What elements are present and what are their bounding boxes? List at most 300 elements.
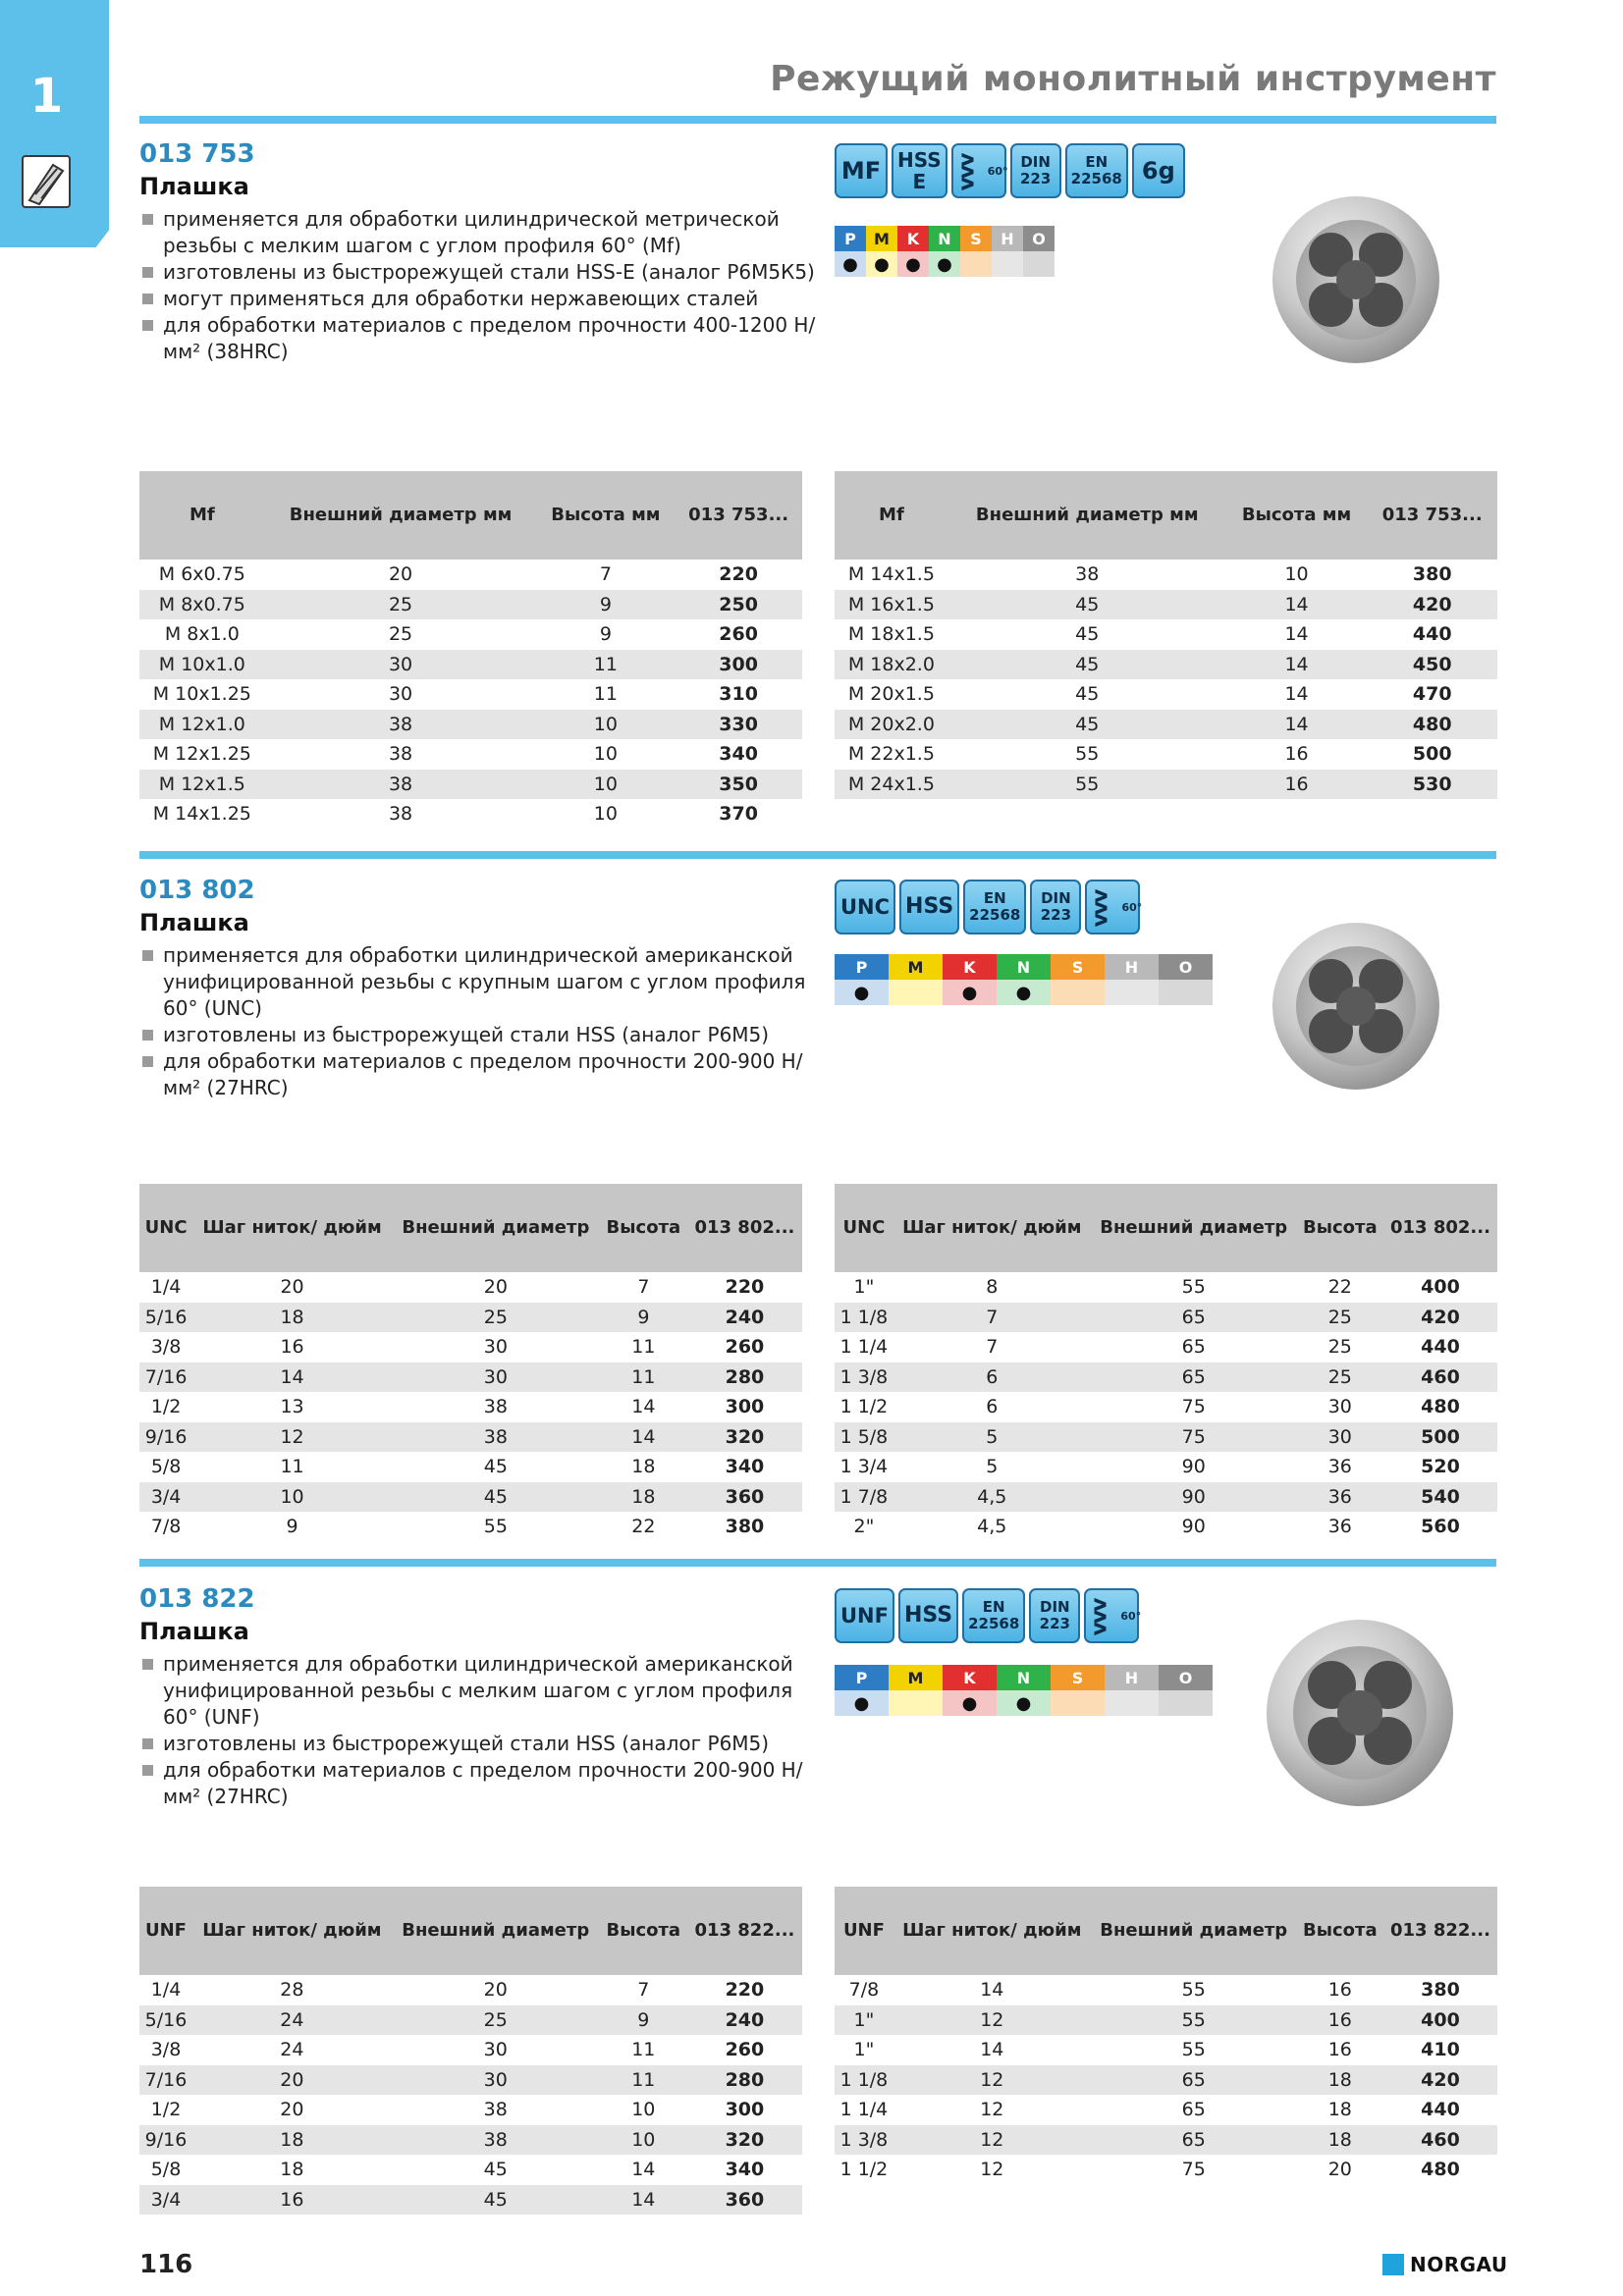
- table-cell: 9/16: [139, 1422, 192, 1453]
- table-cell: 1 7/8: [835, 1482, 893, 1513]
- order-code-cell: 410: [1421, 2039, 1460, 2061]
- table-row: [139, 1272, 802, 1303]
- table-cell: 7/8: [848, 1979, 880, 2002]
- table-cell: 9: [600, 2005, 687, 2036]
- table-cell: 14: [1284, 623, 1309, 646]
- column-header: Mf: [835, 471, 948, 560]
- brand-logo: [1382, 2253, 1508, 2276]
- die-product-image: [1267, 1620, 1453, 1806]
- table-cell: 7: [637, 1979, 650, 2002]
- table-cell: 45: [948, 590, 1226, 620]
- table-cell: 11: [600, 2065, 687, 2096]
- table-cell: 30: [1297, 1422, 1383, 1453]
- table-cell: 9: [286, 1516, 298, 1538]
- table-cell: 45: [392, 1482, 600, 1513]
- table-cell: 38: [483, 2099, 508, 2121]
- table-cell: 5: [893, 1422, 1091, 1453]
- order-code-cell: 500: [1383, 1422, 1497, 1453]
- material-s: S: [1051, 1665, 1105, 1690]
- table-cell: 30: [392, 1362, 600, 1393]
- column-header: 013 822...: [1383, 1887, 1497, 1975]
- order-code-cell: 320: [687, 2125, 802, 2156]
- table-cell: 28: [280, 1979, 304, 2002]
- material-suitability-dot: [960, 251, 992, 277]
- section-separator: [139, 851, 1496, 859]
- table-cell: 16: [280, 1336, 304, 1359]
- column-header: Внешний диаметр: [1091, 1184, 1297, 1272]
- table-cell: 1 1/4: [839, 2099, 889, 2121]
- feature-item: применяется для обработки цилиндрической американской унифицированной резьбы с крупным шагом с углом профиля 60° (UNC): [139, 942, 827, 1022]
- table-cell: 25: [1327, 1336, 1352, 1359]
- table-row: [139, 1392, 802, 1422]
- table-cell: M 20x2.0: [835, 710, 948, 740]
- material-h: H: [1105, 954, 1159, 980]
- size-table: [139, 1887, 802, 2215]
- table-header-row: [139, 471, 802, 560]
- table-cell: 45: [1075, 623, 1100, 646]
- table-cell: 55: [948, 770, 1226, 800]
- table-cell: 12: [893, 2125, 1091, 2156]
- material-suitability-dot: [1105, 980, 1159, 1005]
- table-cell: 11: [631, 1336, 656, 1359]
- column-header: Шаг ниток/ дюйм: [893, 1184, 1091, 1272]
- table-cell: 3/8: [150, 2039, 182, 2061]
- table-cell: 12: [980, 2099, 1004, 2121]
- table-row: [139, 1303, 802, 1333]
- table-cell: 1 3/8: [835, 1362, 893, 1393]
- feature-item: изготовлены из быстрорежущей стали HSS-E (аналог Р6М5К5): [139, 259, 827, 286]
- hss-badge: HSS: [899, 880, 959, 934]
- table-row: [835, 2095, 1497, 2125]
- table-cell: 6: [986, 1396, 999, 1418]
- order-code-cell: 250: [675, 590, 802, 620]
- table-cell: M 24x1.5: [835, 770, 948, 800]
- table-cell: 38: [265, 770, 537, 800]
- table-cell: 11: [536, 650, 675, 680]
- feature-item: изготовлены из быстрорежущей стали HSS (аналог Р6М5): [139, 1022, 827, 1048]
- table-cell: 65: [1091, 2065, 1297, 2096]
- table-cell: 13: [280, 1396, 304, 1418]
- column-header: 013 802...: [687, 1184, 802, 1272]
- material-n: N: [929, 226, 960, 251]
- table-cell: 11: [600, 1362, 687, 1393]
- table-cell: 20: [192, 2065, 392, 2096]
- table-cell: 24: [192, 2005, 392, 2036]
- column-header: Внешний диаметр: [392, 1184, 600, 1272]
- table-cell: 10: [1284, 563, 1309, 586]
- table-cell: M 18x2.0: [835, 650, 948, 680]
- table-row: [835, 739, 1497, 770]
- table-cell: 25: [392, 2005, 600, 2036]
- column-header: Внешний диаметр: [392, 1887, 600, 1975]
- table-header-row: [835, 471, 1497, 560]
- table-row: [139, 2035, 802, 2065]
- table-row: [835, 2035, 1497, 2065]
- table-cell: 90: [1181, 1516, 1206, 1538]
- table-cell: 14: [1226, 710, 1368, 740]
- column-header: 013 822...: [687, 1887, 802, 1975]
- table-row: [835, 2125, 1497, 2156]
- table-cell: 18: [1297, 2125, 1383, 2156]
- spec-badges: [835, 143, 1185, 198]
- table-cell: 14: [1284, 683, 1309, 706]
- table-cell: 5/16: [139, 2005, 192, 2036]
- column-header: Высота: [1297, 1887, 1383, 1975]
- table-cell: 45: [483, 1456, 508, 1478]
- table-cell: 2": [853, 1516, 875, 1538]
- table-cell: 45: [948, 650, 1226, 680]
- table-cell: 38: [392, 2125, 600, 2156]
- column-header: Внешний диаметр мм: [265, 471, 537, 560]
- article-number: 013 753: [139, 139, 255, 169]
- hss-badge: HSS: [898, 1588, 958, 1643]
- table-cell: 14: [1226, 650, 1368, 680]
- table-row: [139, 560, 802, 590]
- table-cell: M 8x0.75: [139, 590, 265, 620]
- order-code-cell: 560: [1421, 1516, 1460, 1538]
- table-row: [139, 799, 802, 829]
- material-m: M: [889, 954, 943, 980]
- material-o: O: [1159, 954, 1213, 980]
- table-cell: 25: [388, 623, 413, 646]
- table-cell: 4,5: [893, 1482, 1091, 1513]
- table-cell: 14: [1226, 590, 1368, 620]
- order-code-cell: 260: [725, 1336, 765, 1359]
- hss-e-badge: HSS E: [892, 143, 947, 198]
- table-row: [139, 2155, 802, 2185]
- order-code-cell: 300: [675, 650, 802, 680]
- table-row: [835, 1512, 1497, 1542]
- table-row: [139, 710, 802, 740]
- order-code-cell: 440: [1412, 623, 1452, 646]
- table-cell: M 6x0.75: [158, 563, 245, 586]
- table-cell: 11: [593, 683, 618, 706]
- table-cell: 24: [280, 2039, 304, 2061]
- table-cell: 12: [192, 1422, 392, 1453]
- order-code-cell: 470: [1412, 683, 1452, 706]
- order-code-cell: 360: [687, 1482, 802, 1513]
- column-header: Mf: [139, 471, 265, 560]
- column-header: UNF: [835, 1887, 893, 1975]
- table-row: [835, 650, 1497, 680]
- table-row: [139, 739, 802, 770]
- table-row: [139, 679, 802, 710]
- en-badge: EN 22568: [963, 880, 1026, 934]
- material-suitability-dot: ●: [835, 251, 866, 277]
- size-table: [139, 471, 802, 829]
- table-cell: 7: [637, 1276, 650, 1299]
- feature-list: [139, 206, 827, 365]
- order-code-cell: 450: [1367, 650, 1497, 680]
- table-cell: 1 3/8: [835, 2125, 893, 2156]
- material-m: M: [866, 226, 897, 251]
- table-cell: 1": [853, 1276, 875, 1299]
- table-cell: 45: [483, 2159, 508, 2181]
- table-cell: M 10x1.25: [152, 683, 251, 706]
- logo-square-icon: [1382, 2254, 1404, 2275]
- order-code-cell: 360: [687, 2185, 802, 2216]
- table-row: [139, 2005, 802, 2036]
- table-header-row: [139, 1184, 802, 1272]
- table-cell: 55: [1181, 2039, 1206, 2061]
- order-code-cell: 300: [725, 2099, 765, 2121]
- material-suitability-dot: ●: [866, 251, 897, 277]
- thread-profile-icon: ʌʌʌ 60°: [1084, 1588, 1139, 1643]
- tolerance-badge: 6g: [1132, 143, 1185, 198]
- table-cell: 30: [483, 2039, 508, 2061]
- feature-list: [139, 1651, 827, 1810]
- table-cell: 1/2: [150, 2099, 182, 2121]
- table-cell: 38: [388, 803, 413, 826]
- din-badge: DIN 223: [1029, 1588, 1080, 1643]
- table-cell: 5/16: [139, 1303, 192, 1333]
- column-header: Шаг ниток/ дюйм: [192, 1184, 392, 1272]
- table-cell: 20: [388, 563, 413, 586]
- table-cell: 25: [1297, 1362, 1383, 1393]
- table-cell: 9: [599, 623, 612, 646]
- table-row: [835, 679, 1497, 710]
- table-cell: M 12x1.25: [152, 743, 251, 766]
- order-code-cell: 300: [725, 1396, 765, 1418]
- table-cell: 5: [986, 1456, 999, 1478]
- unf-badge: UNF: [835, 1588, 894, 1643]
- order-code-cell: 440: [1421, 2099, 1460, 2121]
- spec-badges: [835, 880, 1143, 934]
- table-row: [139, 1362, 802, 1393]
- order-code-cell: 480: [1367, 710, 1497, 740]
- table-cell: 12: [980, 2159, 1004, 2181]
- table-cell: 90: [1091, 1482, 1297, 1513]
- table-cell: 75: [1181, 2159, 1206, 2181]
- table-row: [139, 2095, 802, 2125]
- order-code-cell: 220: [725, 1276, 765, 1299]
- article-number: 013 802: [139, 876, 255, 905]
- table-row: [139, 1332, 802, 1362]
- order-code-cell: 420: [1367, 590, 1497, 620]
- din-badge: DIN 223: [1010, 143, 1061, 198]
- table-cell: 10: [192, 1482, 392, 1513]
- order-code-cell: 500: [1412, 743, 1452, 766]
- material-suitability-dot: ●: [943, 1690, 997, 1716]
- table-row: [139, 1422, 802, 1453]
- order-code-cell: 320: [687, 1422, 802, 1453]
- order-code-cell: 260: [725, 2039, 765, 2061]
- table-cell: 16: [1327, 2039, 1352, 2061]
- table-cell: 14: [980, 1979, 1004, 2002]
- material-table: [835, 226, 1055, 277]
- table-cell: 14: [600, 1422, 687, 1453]
- table-row: [835, 560, 1497, 590]
- table-cell: 75: [1181, 1396, 1206, 1418]
- table-cell: 30: [388, 683, 413, 706]
- column-header: 013 753...: [675, 471, 802, 560]
- size-table: [835, 471, 1497, 799]
- table-row: [139, 1975, 802, 2005]
- table-cell: 18: [192, 2125, 392, 2156]
- section-separator: [139, 1559, 1496, 1567]
- table-cell: 90: [1181, 1456, 1206, 1478]
- order-code-cell: 260: [719, 623, 758, 646]
- material-suitability-dot: ●: [835, 980, 889, 1005]
- order-code-cell: 340: [725, 1456, 765, 1478]
- table-cell: M 12x1.5: [139, 770, 265, 800]
- table-cell: M 22x1.5: [847, 743, 935, 766]
- size-table: [139, 1184, 802, 1542]
- table-cell: 16: [1226, 770, 1368, 800]
- product-section: [0, 1584, 1623, 1879]
- table-cell: 20: [483, 1276, 508, 1299]
- table-cell: 16: [1297, 2005, 1383, 2036]
- table-cell: 20: [483, 1979, 508, 2002]
- feature-item: изготовлены из быстрорежущей стали HSS (аналог Р6М5): [139, 1731, 827, 1757]
- column-header: Шаг ниток/ дюйм: [893, 1887, 1091, 1975]
- table-cell: 3/8: [150, 1336, 182, 1359]
- material-table: [835, 954, 1213, 1005]
- table-cell: 7: [599, 563, 612, 586]
- table-cell: 7: [986, 1336, 999, 1359]
- table-cell: 65: [1091, 2125, 1297, 2156]
- material-suitability-dot: [1023, 251, 1055, 277]
- page-number: 116: [139, 2250, 193, 2279]
- table-cell: 55: [1181, 1276, 1206, 1299]
- table-cell: 25: [1297, 1303, 1383, 1333]
- table-cell: 10: [600, 2125, 687, 2156]
- table-cell: 11: [280, 1456, 304, 1478]
- table-cell: 55: [1091, 2005, 1297, 2036]
- table-cell: 30: [392, 2065, 600, 2096]
- table-cell: M 14x1.5: [847, 563, 935, 586]
- column-header: Высота: [600, 1184, 687, 1272]
- table-row: [835, 1422, 1497, 1453]
- material-h: H: [1105, 1665, 1159, 1690]
- table-row: [835, 1332, 1497, 1362]
- table-cell: 20: [1327, 2159, 1352, 2181]
- feature-item: для обработки материалов с пределом прочности 400-1200 Н/мм² (38HRC): [139, 312, 827, 365]
- table-cell: M 16x1.5: [835, 590, 948, 620]
- order-code-cell: 440: [1421, 1336, 1460, 1359]
- table-header-row: [835, 1184, 1497, 1272]
- feature-item: применяется для обработки цилиндрической американской унифицированной резьбы с мелким шагом с углом профиля 60° (UNF): [139, 1651, 827, 1731]
- table-cell: 65: [1091, 1362, 1297, 1393]
- table-cell: M 10x1.0: [139, 650, 265, 680]
- table-row: [835, 1392, 1497, 1422]
- table-cell: M 18x1.5: [847, 623, 935, 646]
- material-k: K: [897, 226, 929, 251]
- table-cell: 18: [280, 2159, 304, 2181]
- table-cell: 18: [192, 1303, 392, 1333]
- table-cell: 45: [948, 710, 1226, 740]
- order-code-cell: 420: [1383, 1303, 1497, 1333]
- order-code-cell: 460: [1383, 2125, 1497, 2156]
- column-header: UNF: [139, 1887, 192, 1975]
- table-cell: 9/16: [139, 2125, 192, 2156]
- table-row: [139, 2065, 802, 2096]
- table-cell: 18: [600, 1482, 687, 1513]
- table-cell: 20: [280, 2099, 304, 2121]
- table-cell: 16: [192, 2185, 392, 2216]
- table-cell: 9: [536, 590, 675, 620]
- table-row: [835, 2005, 1497, 2036]
- column-header: UNC: [835, 1184, 893, 1272]
- table-cell: 55: [483, 1516, 508, 1538]
- table-cell: 45: [392, 2185, 600, 2216]
- size-table: [835, 1184, 1497, 1542]
- table-row: [139, 1452, 802, 1482]
- table-cell: 30: [1327, 1396, 1352, 1418]
- din-badge: DIN 223: [1030, 880, 1081, 934]
- page-title: Режущий монолитный инструмент: [770, 59, 1496, 99]
- material-n: N: [997, 1665, 1051, 1690]
- table-row: [835, 1975, 1497, 2005]
- table-header-row: [139, 1887, 802, 1975]
- material-s: S: [1051, 954, 1105, 980]
- material-suitability-dot: ●: [943, 980, 997, 1005]
- en-badge: EN 22568: [962, 1588, 1025, 1643]
- table-row: [835, 1272, 1497, 1303]
- order-code-cell: 520: [1421, 1456, 1460, 1478]
- table-cell: 4,5: [977, 1516, 1007, 1538]
- table-cell: 30: [483, 1336, 508, 1359]
- article-number: 013 822: [139, 1584, 255, 1614]
- size-table: [835, 1887, 1497, 2185]
- table-cell: 38: [392, 1422, 600, 1453]
- table-row: [835, 1482, 1497, 1513]
- order-code-cell: 400: [1421, 1276, 1460, 1299]
- material-k: K: [943, 1665, 997, 1690]
- table-header-row: [835, 1887, 1497, 1975]
- product-section: [0, 876, 1623, 1170]
- column-header: Высота мм: [536, 471, 675, 560]
- table-cell: 3/4: [139, 2185, 192, 2216]
- column-header: Высота: [600, 1887, 687, 1975]
- mf-badge: MF: [835, 143, 888, 198]
- die-product-image: [1272, 923, 1439, 1090]
- die-product-image: [1272, 196, 1439, 363]
- order-code-cell: 350: [675, 770, 802, 800]
- feature-item: применяется для обработки цилиндрической метрической резьбы с мелким шагом с углом профиля 60° (Mf): [139, 206, 827, 259]
- table-cell: 20: [280, 1276, 304, 1299]
- feature-item: могут применяться для обработки нержавеющих сталей: [139, 286, 827, 312]
- order-code-cell: 480: [1421, 1396, 1460, 1418]
- table-cell: 14: [631, 2159, 656, 2181]
- table-cell: 7/8: [150, 1516, 182, 1538]
- table-cell: 14: [600, 2185, 687, 2216]
- column-header: Внешний диаметр мм: [948, 471, 1226, 560]
- table-cell: 65: [1091, 1303, 1297, 1333]
- table-cell: 10: [593, 803, 618, 826]
- order-code-cell: 380: [1412, 563, 1452, 586]
- material-suitability-dot: [992, 251, 1023, 277]
- table-cell: 1": [853, 2039, 875, 2061]
- table-cell: 9: [600, 1303, 687, 1333]
- material-suitability-dot: ●: [929, 251, 960, 277]
- table-row: [139, 770, 802, 800]
- table-cell: 55: [1075, 743, 1100, 766]
- table-cell: 7/16: [139, 2065, 192, 2096]
- material-s: S: [960, 226, 992, 251]
- table-cell: 45: [1075, 683, 1100, 706]
- material-suitability-dot: [1105, 1690, 1159, 1716]
- order-code-cell: 330: [675, 710, 802, 740]
- table-cell: 12: [893, 2065, 1091, 2096]
- table-cell: 1 1/2: [839, 2159, 889, 2181]
- table-cell: 36: [1327, 1516, 1352, 1538]
- material-o: O: [1159, 1665, 1213, 1690]
- table-cell: 1 5/8: [835, 1422, 893, 1453]
- order-code-cell: 240: [687, 2005, 802, 2036]
- table-row: [835, 590, 1497, 620]
- material-n: N: [997, 954, 1051, 980]
